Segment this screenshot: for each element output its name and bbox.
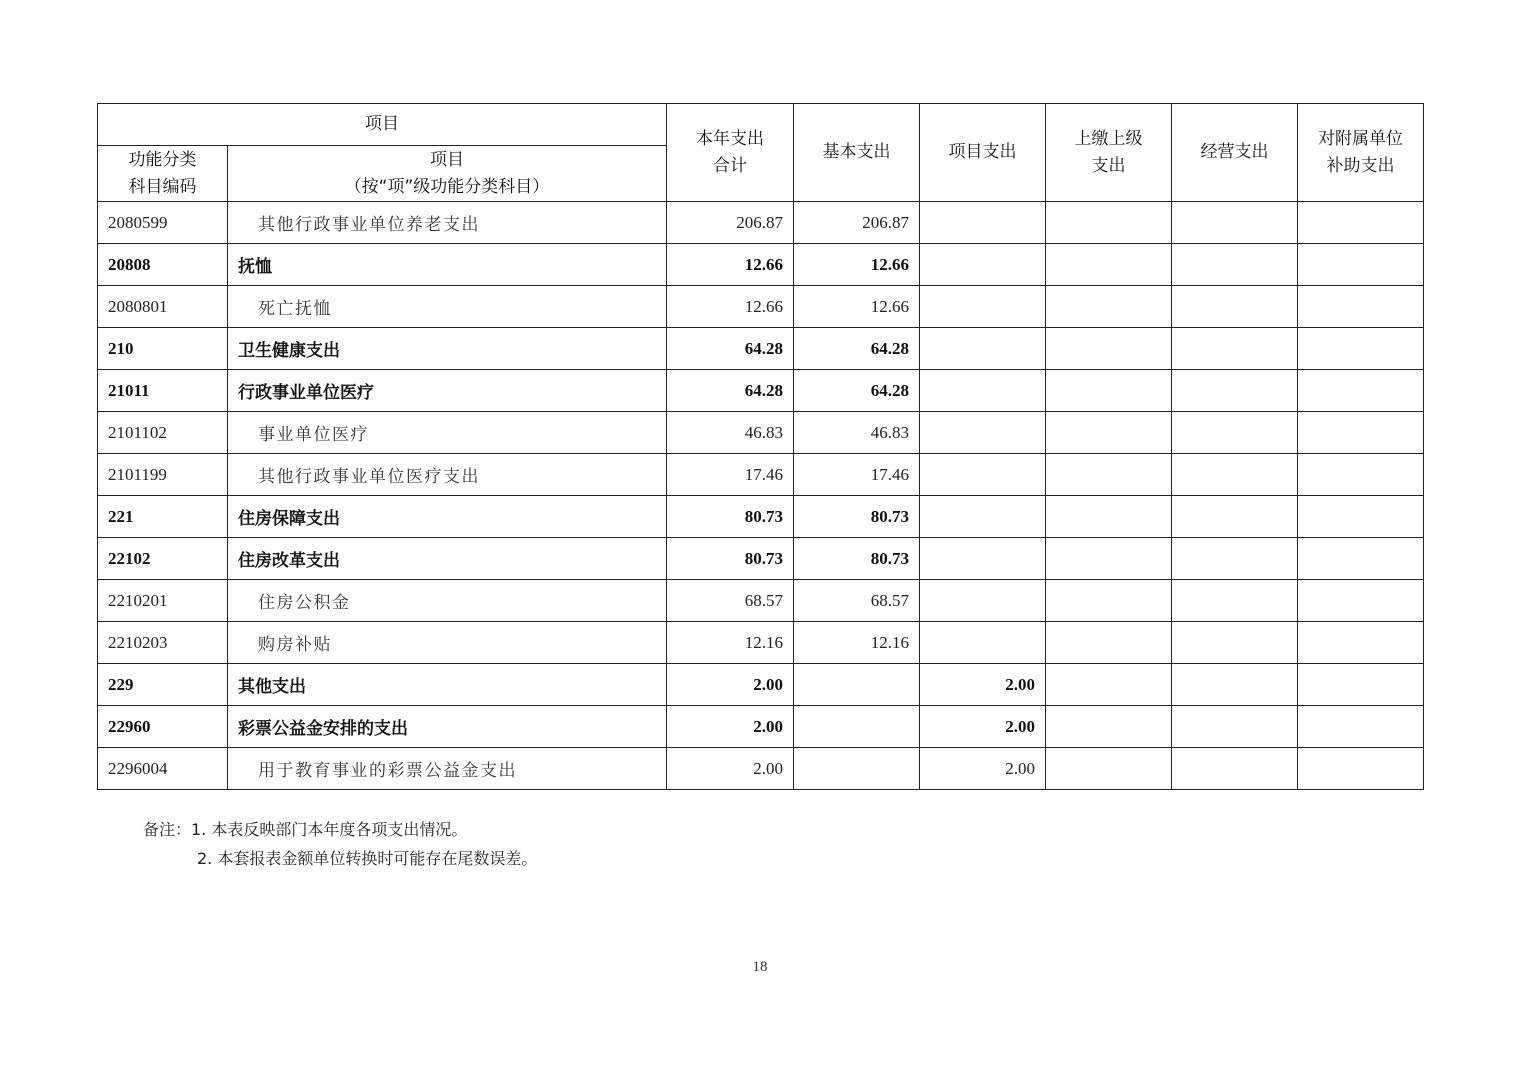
- table-row: [98, 580, 1424, 622]
- header-subsidy: 对附属单位 补助支出: [1298, 104, 1424, 202]
- cell-upper: [1046, 244, 1172, 286]
- header-upper: 上缴上级 支出: [1046, 104, 1172, 202]
- cell-name: 住房改革支出: [228, 538, 667, 580]
- cell-project: 2.00: [920, 748, 1046, 790]
- cell-business: [1172, 370, 1298, 412]
- header-business: 经营支出: [1172, 104, 1298, 202]
- cell-business: [1172, 244, 1298, 286]
- cell-code: 2101102: [98, 412, 228, 454]
- header-basic: 基本支出: [794, 104, 920, 202]
- cell-upper: [1046, 202, 1172, 244]
- table-row: [98, 412, 1424, 454]
- header-project: 项目支出: [920, 104, 1046, 202]
- cell-name: 其他行政事业单位养老支出: [228, 202, 667, 244]
- note-line-1: 备注：1. 本表反映部门本年度各项支出情况。: [143, 820, 468, 839]
- cell-name: 其他行政事业单位医疗支出: [228, 454, 667, 496]
- cell-name: 彩票公益金安排的支出: [228, 706, 667, 748]
- cell-total: 64.28: [667, 370, 794, 412]
- cell-upper: [1046, 454, 1172, 496]
- cell-basic: 206.87: [794, 202, 920, 244]
- cell-upper: [1046, 328, 1172, 370]
- cell-total: 12.66: [667, 286, 794, 328]
- table-row: [98, 538, 1424, 580]
- table-row: [98, 496, 1424, 538]
- cell-project: [920, 412, 1046, 454]
- cell-code: 221: [98, 496, 228, 538]
- cell-name: 卫生健康支出: [228, 328, 667, 370]
- cell-subsidy: [1298, 454, 1424, 496]
- cell-business: [1172, 622, 1298, 664]
- cell-code: 210: [98, 328, 228, 370]
- cell-name: 住房保障支出: [228, 496, 667, 538]
- header-name: 项目 （按“项”级功能分类科目）: [228, 146, 667, 202]
- table-row: [98, 286, 1424, 328]
- cell-code: 2210203: [98, 622, 228, 664]
- cell-basic: 12.16: [794, 622, 920, 664]
- cell-basic: 64.28: [794, 328, 920, 370]
- cell-project: [920, 244, 1046, 286]
- cell-upper: [1046, 538, 1172, 580]
- cell-name: 行政事业单位医疗: [228, 370, 667, 412]
- cell-business: [1172, 664, 1298, 706]
- cell-total: 2.00: [667, 664, 794, 706]
- cell-upper: [1046, 748, 1172, 790]
- cell-code: 22102: [98, 538, 228, 580]
- cell-total: 12.66: [667, 244, 794, 286]
- cell-subsidy: [1298, 538, 1424, 580]
- cell-code: 2101199: [98, 454, 228, 496]
- cell-basic: 17.46: [794, 454, 920, 496]
- cell-subsidy: [1298, 622, 1424, 664]
- cell-project: [920, 370, 1046, 412]
- cell-basic: 64.28: [794, 370, 920, 412]
- header-total: 本年支出 合计: [667, 104, 794, 202]
- cell-upper: [1046, 706, 1172, 748]
- table-body: [98, 202, 1424, 790]
- cell-business: [1172, 454, 1298, 496]
- table-row: [98, 748, 1424, 790]
- cell-project: [920, 622, 1046, 664]
- cell-project: [920, 538, 1046, 580]
- cell-project: 2.00: [920, 706, 1046, 748]
- table-row: [98, 370, 1424, 412]
- cell-upper: [1046, 580, 1172, 622]
- cell-business: [1172, 328, 1298, 370]
- cell-code: 2210201: [98, 580, 228, 622]
- cell-subsidy: [1298, 706, 1424, 748]
- cell-basic: 12.66: [794, 244, 920, 286]
- cell-project: 2.00: [920, 664, 1046, 706]
- table-row: [98, 706, 1424, 748]
- cell-total: 80.73: [667, 538, 794, 580]
- table-row: [98, 664, 1424, 706]
- header-code: 功能分类 科目编码: [98, 146, 228, 202]
- cell-total: 17.46: [667, 454, 794, 496]
- cell-subsidy: [1298, 748, 1424, 790]
- table-row: [98, 328, 1424, 370]
- cell-project: [920, 328, 1046, 370]
- cell-code: 22960: [98, 706, 228, 748]
- table-row: [98, 202, 1424, 244]
- cell-name: 死亡抚恤: [228, 286, 667, 328]
- cell-total: 80.73: [667, 496, 794, 538]
- cell-upper: [1046, 412, 1172, 454]
- cell-basic: [794, 748, 920, 790]
- cell-upper: [1046, 664, 1172, 706]
- cell-basic: [794, 706, 920, 748]
- cell-name: 住房公积金: [228, 580, 667, 622]
- header-row-top: [98, 104, 1424, 146]
- cell-total: 68.57: [667, 580, 794, 622]
- cell-total: 2.00: [667, 748, 794, 790]
- cell-business: [1172, 580, 1298, 622]
- expenditure-table: [97, 103, 1424, 790]
- cell-code: 2080599: [98, 202, 228, 244]
- cell-name: 其他支出: [228, 664, 667, 706]
- cell-basic: 68.57: [794, 580, 920, 622]
- cell-basic: [794, 664, 920, 706]
- cell-business: [1172, 538, 1298, 580]
- cell-project: [920, 454, 1046, 496]
- cell-basic: 80.73: [794, 496, 920, 538]
- cell-basic: 80.73: [794, 538, 920, 580]
- cell-subsidy: [1298, 370, 1424, 412]
- cell-business: [1172, 496, 1298, 538]
- cell-name: 用于教育事业的彩票公益金支出: [228, 748, 667, 790]
- cell-total: 206.87: [667, 202, 794, 244]
- cell-upper: [1046, 286, 1172, 328]
- cell-business: [1172, 202, 1298, 244]
- table-row: [98, 454, 1424, 496]
- cell-subsidy: [1298, 496, 1424, 538]
- cell-subsidy: [1298, 202, 1424, 244]
- cell-project: [920, 496, 1046, 538]
- cell-code: 2296004: [98, 748, 228, 790]
- cell-name: 事业单位医疗: [228, 412, 667, 454]
- cell-basic: 12.66: [794, 286, 920, 328]
- cell-code: 20808: [98, 244, 228, 286]
- cell-project: [920, 286, 1046, 328]
- cell-business: [1172, 286, 1298, 328]
- cell-upper: [1046, 370, 1172, 412]
- cell-total: 46.83: [667, 412, 794, 454]
- cell-upper: [1046, 622, 1172, 664]
- cell-project: [920, 202, 1046, 244]
- cell-total: 64.28: [667, 328, 794, 370]
- cell-total: 12.16: [667, 622, 794, 664]
- cell-code: 21011: [98, 370, 228, 412]
- cell-name: 抚恤: [228, 244, 667, 286]
- cell-business: [1172, 706, 1298, 748]
- cell-subsidy: [1298, 244, 1424, 286]
- note-line-2: 2. 本套报表金额单位转换时可能存在尾数误差。: [197, 849, 538, 868]
- cell-name: 购房补贴: [228, 622, 667, 664]
- cell-business: [1172, 748, 1298, 790]
- notes: [143, 815, 537, 873]
- cell-basic: 46.83: [794, 412, 920, 454]
- cell-subsidy: [1298, 664, 1424, 706]
- table-row: [98, 622, 1424, 664]
- cell-total: 2.00: [667, 706, 794, 748]
- cell-subsidy: [1298, 286, 1424, 328]
- cell-subsidy: [1298, 412, 1424, 454]
- cell-subsidy: [1298, 580, 1424, 622]
- table-row: [98, 244, 1424, 286]
- cell-code: 2080801: [98, 286, 228, 328]
- header-item-group: 项目: [98, 104, 667, 146]
- page-number: 18: [752, 959, 768, 975]
- cell-project: [920, 580, 1046, 622]
- cell-upper: [1046, 496, 1172, 538]
- cell-code: 229: [98, 664, 228, 706]
- cell-business: [1172, 412, 1298, 454]
- cell-subsidy: [1298, 328, 1424, 370]
